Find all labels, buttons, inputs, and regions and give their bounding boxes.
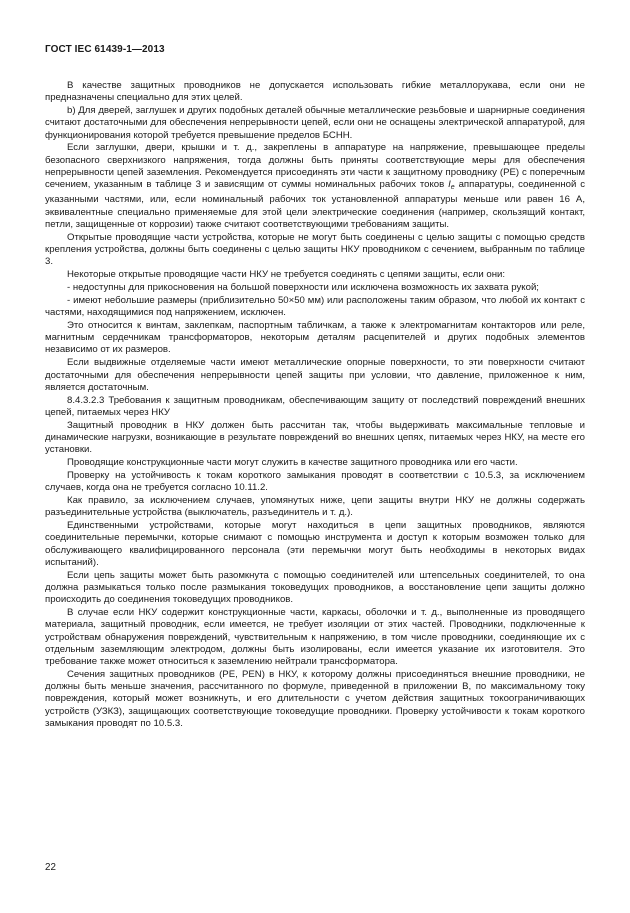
page-number: 22 (45, 862, 56, 873)
paragraph: Некоторые открытые проводящие части НКУ не требуется соединять с цепями защиты, если они: (67, 269, 506, 281)
paragraph: Если цепь защиты может быть разомкнута с помощью соединителей или штепсельных соединителей, то она должна размыкаться только после размыкания токоведущих проводников, а восстановление цепи защиты должно происходить до соединения токоведущих проводников. (45, 569, 585, 606)
paragraph: Открытые проводящие части устройства, которые не могут быть соединены с целью защиты с помощью средств крепления устройства, должны быть соединены с целью защиты НКУ проводником с сечением, выбранным по таблице 3. (45, 231, 585, 268)
paragraph: b) Для дверей, заглушек и других подобных деталей обычные металлические резьбовые и шарнирные соединения считают достаточными для обеспечения непрерывности цепей, если они не оснащены электрической аппаратурой, для функционирования которой требуется превышение пределов БСНН. (45, 105, 585, 141)
current-symbol: $I_e$ (448, 179, 455, 192)
paragraph: Сечения защитных проводников (PE, PEN) в НКУ, к которому должны присоединяться внешние проводники, не должны быть меньше значения, рассчитанного по формуле, приведенной в приложении В, по максимальному току повреждения, который может возникнуть, и его длительности с учетом действия защитных токоограничивающих устройств (УЗКЗ), защищающих соответствующие токоведущие проводники. Проверку устойчивости к токам короткого замыкания проводят по 10.5.3. (45, 668, 585, 729)
document-header: ГОСТ IEC 61439-1—2013 (45, 44, 165, 55)
paragraph: В случае если НКУ содержит конструкционные части, каркасы, оболочки и т. д., выполненные из проводящего материала, защитный проводник, если имеется, не требует изоляции от этих частей. Проводники, подключенные к устройствам обнаружения повреждений, чувствительным к напряжению, в том числе проводники, соединяющие их с отдельным заземляющим электродом, должны быть изолированы, если имеется указание их изготовителя. Это требование также может относиться к заземлению нейтрали трансформатора. (45, 607, 585, 667)
paragraph-text: Если заглушки, двери, крышки и т. д., закреплены в аппаратуре на напряжение, превышающее пределы безопасного сверхнизкого напряжения, тогда должны быть приняты соответствующие меры для обеспечения непрерывности цепей заземления. Рекомендуется присоединять эти части к защитному проводнику (PE) с поперечным сечением, указанным в таблице 3 и зависящим от суммы номинальных рабочих токов (45, 142, 585, 191)
paragraph: Если выдвижные отделяемые части имеют металлические опорные поверхности, то эти поверхности считают достаточными для обеспечения непрерывности цепей защиты при условии, что давление, приложенное к ним, является достаточным. (45, 357, 585, 393)
paragraph: Проводящие конструкционные части могут служить в качестве защитного проводника или его части. (67, 457, 518, 469)
paragraph: Защитный проводник в НКУ должен быть рассчитан так, чтобы выдерживать максимальные тепловые и динамические нагрузки, возникающие в результате повреждений во внешних цепях, питаемых через НКУ, на месте его установки. (45, 419, 585, 456)
list-item: - имеют небольшие размеры (приблизительно 50×50 мм) или расположены таким образом, что любой их контакт с частями, находящимися под напряжением, исключен. (45, 294, 585, 319)
paragraph: Как правило, за исключением случаев, упомянутых ниже, цепи защиты внутри НКУ не должны содержать разъединительные устройства (выключатель, разъединитель и т. д.). (45, 494, 585, 519)
document-body (45, 80, 585, 731)
list-item: - недоступны для прикосновения на большой поверхности или исключена возможность их захвата рукой; (67, 281, 539, 293)
paragraph (45, 142, 585, 231)
paragraph-text: аппаратуры, соединенной с указанными частями, или, если номинальный рабочих ток установленной аппаратуры меньше или равен 16 А, эквивалентные специально применяемые для этой цели электрические соединения (например, скользящий контакт, петли, защищенные от коррозии) также считают соответствующими требованиям защиты. (45, 179, 586, 230)
paragraph: Это относится к винтам, заклепкам, паспортным табличкам, а также к электромагнитам контакторов или реле, магнитным сердечникам трансформаторов, некоторым деталям расцепителей и других подобных элементов независимо от их размеров. (45, 319, 585, 356)
paragraph: Проверку на устойчивость к токам короткого замыкания проводят в соответствии с 10.5.3, за исключением случаев, когда она не требуется согласно 10.11.2. (45, 469, 585, 494)
paragraph: Единственными устройствами, которые могут находиться в цепи защитных проводников, являются соединительные перемычки, которые снимают с помощью инструмента и доступ к которым возможен только для обслуживающего квалифицированного персонала (эти перемычки могут быть необходимы в некоторых видах испытаний). (45, 520, 585, 568)
section-heading: 8.4.3.2.3 Требования к защитным проводникам, обеспечивающим защиту от последствий повреждений внешних цепей, питаемых через НКУ (45, 394, 585, 418)
paragraph: В качестве защитных проводников не допускается использовать гибкие металлорукава, если они не предназначены специально для этих целей. (45, 80, 585, 104)
